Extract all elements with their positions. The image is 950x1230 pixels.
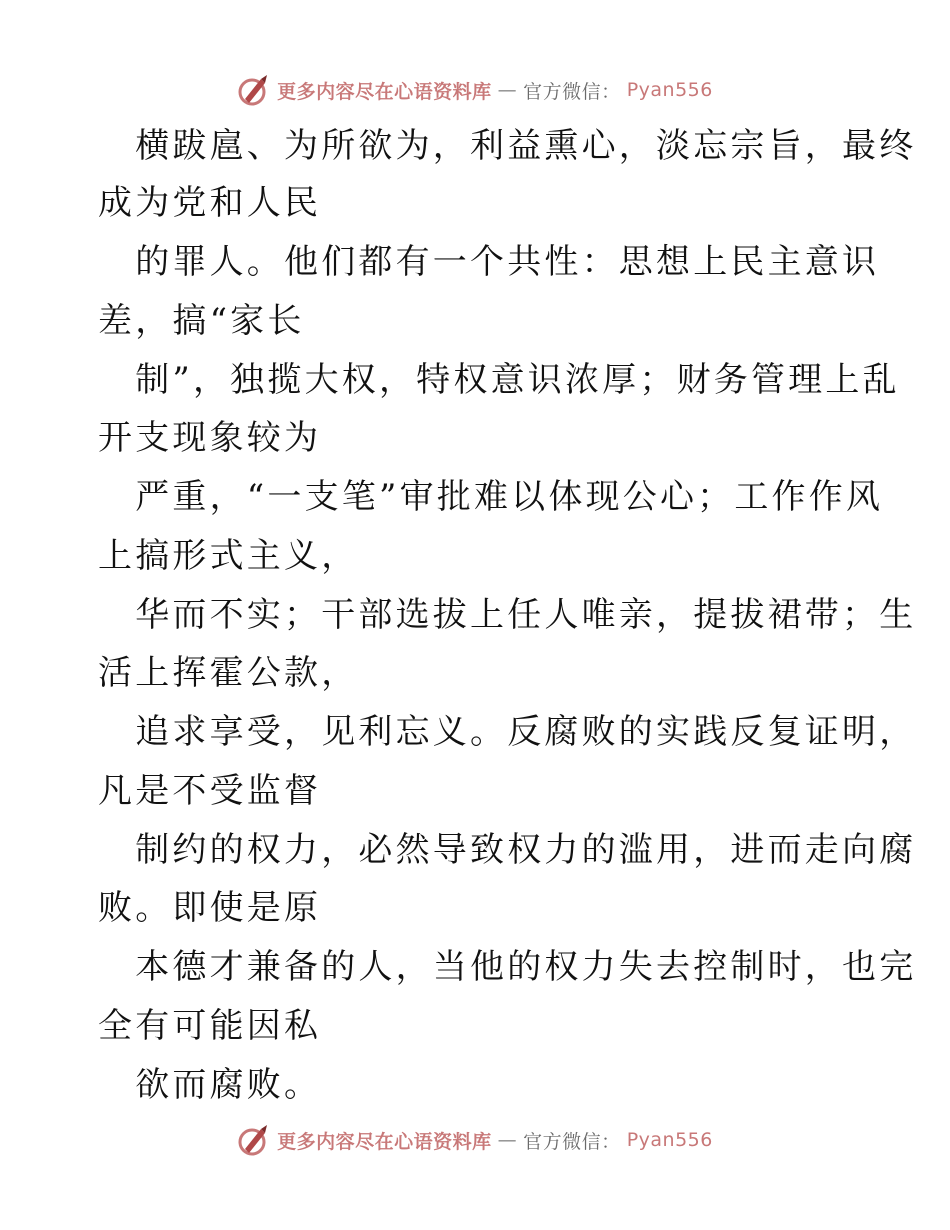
body-line: 华而不实；干部选拔上任人唯亲，提拔裙带；生 — [98, 595, 917, 635]
footer-wechat-id: Pyan556 — [626, 1129, 713, 1151]
footer-dash: — — [497, 1129, 518, 1151]
body-line: 制”，独揽大权，特权意识浓厚；财务管理上乱 — [98, 360, 900, 400]
body-line: 本德才兼备的人，当他的权力失去控制时，也完 — [98, 947, 917, 987]
body-line: 上搞形式主义， — [98, 536, 359, 576]
header-wechat-label: 官方微信： — [523, 80, 621, 103]
footer-site-name: 更多内容尽在心语资料库 — [277, 1130, 492, 1153]
body-line: 欲而腐败。 — [98, 1065, 322, 1105]
body-line: 成为党和人民 — [98, 183, 322, 223]
body-line: 活上挥霍公款， — [98, 653, 359, 693]
body-line: 严重，“一支笔”审批难以体现公心；工作作风 — [98, 477, 884, 517]
body-line: 的罪人。他们都有一个共性：思想上民主意识 — [98, 242, 880, 282]
footer-banner — [0, 1120, 950, 1160]
body-line: 追求享受，见利忘义。反腐败的实践反复证明， — [98, 712, 917, 752]
pen-nib-logo-icon — [237, 1123, 271, 1157]
body-line: 全有可能因私 — [98, 1006, 322, 1046]
body-line: 凡是不受监督 — [98, 771, 322, 811]
body-line: 开支现象较为 — [98, 418, 322, 458]
pen-nib-logo-icon — [237, 73, 271, 107]
body-line: 制约的权力，必然导致权力的滥用，进而走向腐 — [98, 830, 917, 870]
body-line: 差，搞“家长 — [98, 301, 305, 341]
header-site-name: 更多内容尽在心语资料库 — [277, 80, 492, 103]
header-dash: — — [497, 79, 518, 101]
footer-wechat-label: 官方微信： — [523, 1130, 621, 1153]
header-wechat-id: Pyan556 — [626, 79, 713, 101]
body-line: 败。即使是原 — [98, 888, 322, 928]
body-line: 横跋扈、为所欲为，利益熏心，淡忘宗旨，最终 — [98, 126, 917, 166]
header-banner — [0, 70, 950, 110]
